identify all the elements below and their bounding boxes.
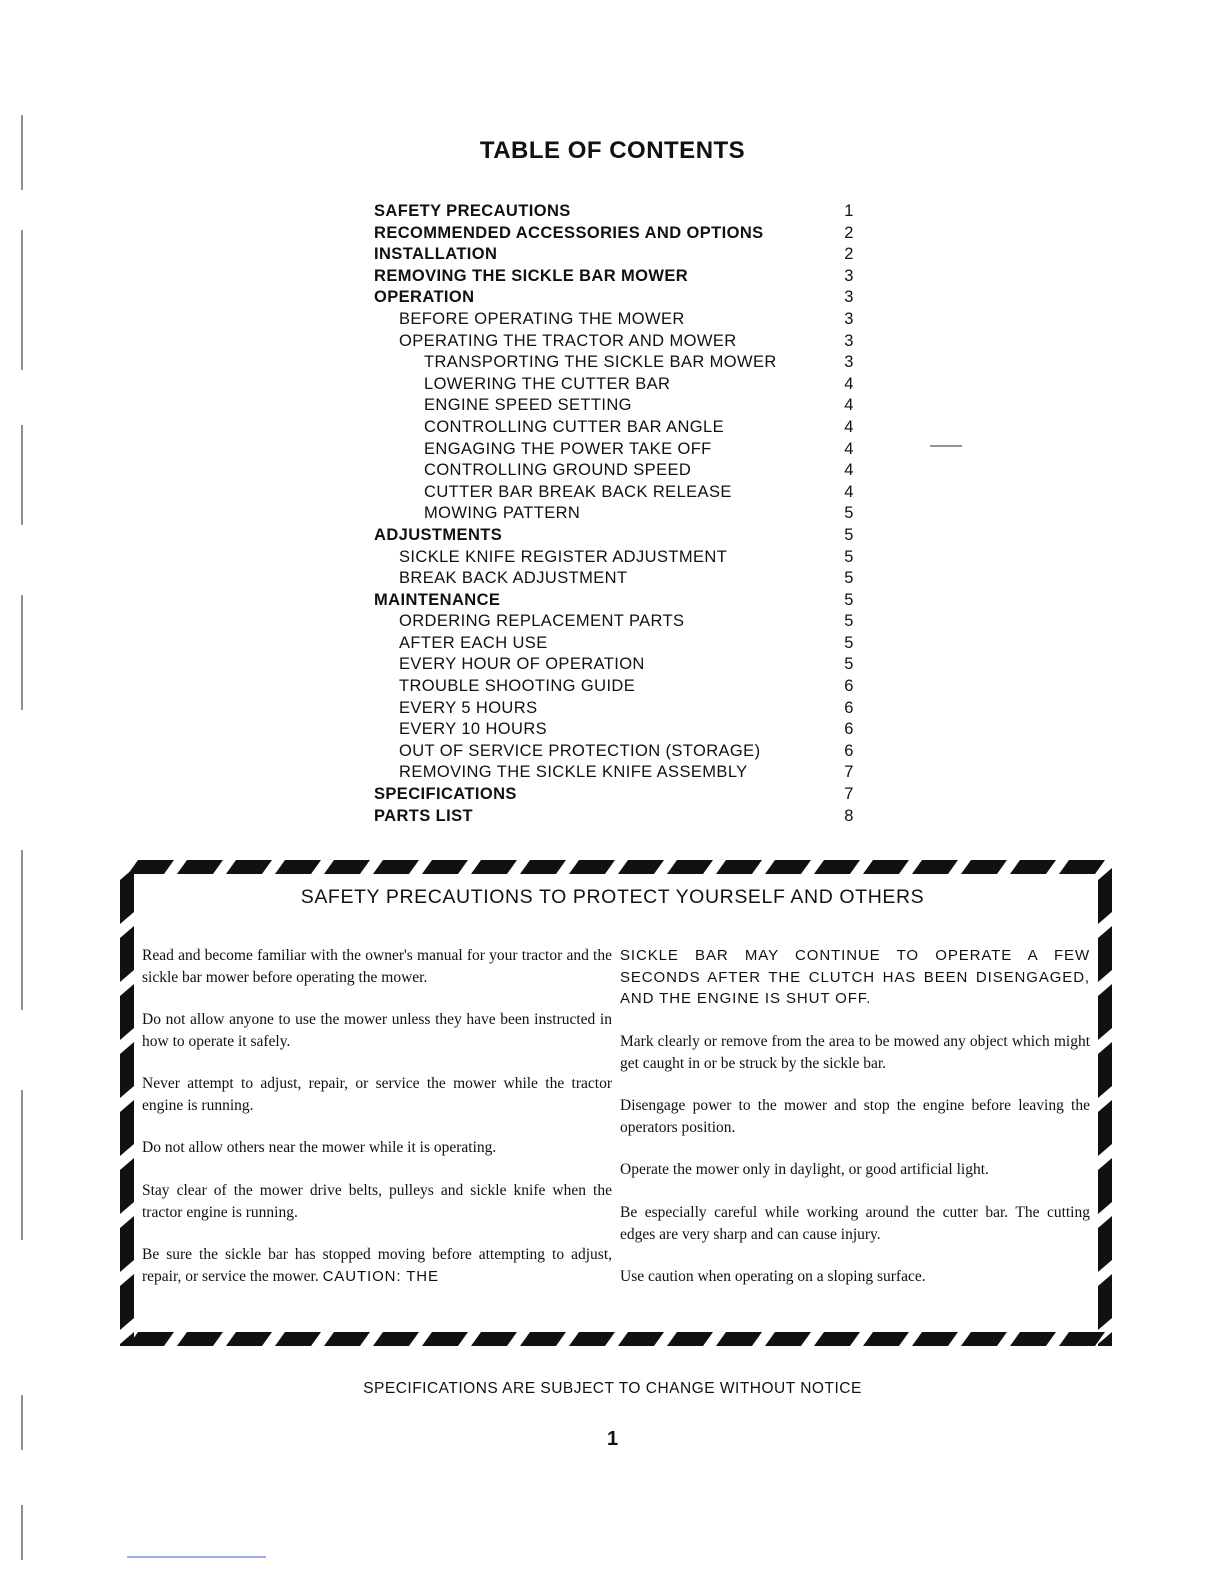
hazard-stripe bbox=[177, 1332, 223, 1346]
hazard-stripe bbox=[1098, 984, 1112, 1040]
toc-entry-label: ENGINE SPEED SETTING bbox=[424, 396, 632, 415]
toc-entry-label: SAFETY PRECAUTIONS bbox=[374, 202, 571, 220]
safety-item: Use caution when operating on a sloping surface. bbox=[620, 1268, 926, 1285]
toc-entry-label: CONTROLLING GROUND SPEED bbox=[424, 461, 692, 480]
toc-entry-label: RECOMMENDED ACCESSORIES AND OPTIONS bbox=[374, 223, 764, 242]
toc-entry bbox=[374, 395, 860, 417]
toc-entry-label: CONTROLLING CUTTER BAR ANGLE bbox=[424, 417, 724, 436]
toc-entry-label: MOWING PATTERN bbox=[424, 504, 581, 523]
toc-entry-label: OPERATION bbox=[374, 288, 475, 307]
toc-entry-label: EVERY 10 HOURS bbox=[399, 720, 548, 739]
safety-item-text: Be sure the sickle bar has stopped moving before attempting to adjust, repair, or service the mower. bbox=[142, 1246, 612, 1285]
toc-entry-label: EVERY 5 HOURS bbox=[399, 698, 538, 717]
toc-entry bbox=[374, 762, 860, 784]
toc-entry-page: 5 bbox=[844, 547, 854, 566]
toc-entry-page: 5 bbox=[844, 590, 854, 609]
hazard-stripe bbox=[716, 860, 762, 874]
toc-entry-label: ORDERING REPLACEMENT PARTS bbox=[399, 612, 685, 631]
footer-note: SPECIFICATIONS ARE SUBJECT TO CHANGE WITHOUT NOTICE bbox=[363, 1380, 862, 1397]
caution-text: SICKLE BAR MAY CONTINUE TO OPERATE A FEW SECONDS AFTER THE CLUTCH HAS BEEN DISENGAGED, AND THE ENGINE IS SHUT OFF. bbox=[620, 947, 1090, 1007]
toc-entry-label: MAINTENANCE bbox=[374, 590, 501, 609]
hazard-stripe bbox=[667, 860, 713, 874]
hazard-stripe bbox=[912, 1332, 958, 1346]
safety-item: Read and become familiar with the owner's manual for your tractor and the sickle bar mower before operating the mower. bbox=[142, 947, 612, 986]
toc-entry bbox=[374, 223, 860, 245]
toc-entry bbox=[374, 244, 860, 266]
hazard-stripe bbox=[569, 860, 615, 874]
toc-entry-label: TROUBLE SHOOTING GUIDE bbox=[399, 677, 636, 696]
toc-entry bbox=[374, 201, 860, 223]
hazard-stripe bbox=[471, 860, 517, 874]
hazard-stripe bbox=[226, 1332, 272, 1346]
hazard-stripe bbox=[716, 1332, 762, 1346]
toc-entry bbox=[374, 611, 860, 633]
hazard-stripe bbox=[422, 1332, 468, 1346]
toc-entry bbox=[374, 590, 860, 612]
toc-entry bbox=[374, 784, 860, 806]
toc-entry bbox=[374, 331, 860, 353]
safety-item: Operate the mower only in daylight, or good artificial light. bbox=[620, 1161, 989, 1178]
hazard-stripe bbox=[120, 1042, 134, 1098]
page-number: 1 bbox=[606, 1428, 619, 1450]
toc-entry-label: TRANSPORTING THE SICKLE BAR MOWER bbox=[424, 353, 777, 372]
toc-entry-page: 3 bbox=[844, 266, 854, 285]
toc-entry-page: 2 bbox=[844, 223, 854, 242]
hazard-stripe bbox=[1098, 1158, 1112, 1214]
safety-item: Disengage power to the mower and stop the engine before leaving the operators position. bbox=[620, 1097, 1090, 1136]
toc-entry-page: 5 bbox=[844, 612, 854, 631]
toc-entry bbox=[374, 806, 860, 828]
toc-entry-label: REMOVING THE SICKLE BAR MOWER bbox=[374, 266, 689, 285]
hazard-stripe bbox=[520, 860, 566, 874]
toc-entry-page: 4 bbox=[844, 439, 854, 458]
hazard-stripe bbox=[1010, 860, 1056, 874]
hazard-stripe bbox=[275, 860, 321, 874]
hazard-stripe bbox=[667, 1332, 713, 1346]
hazard-stripe bbox=[1098, 1274, 1112, 1330]
toc-entry bbox=[374, 503, 860, 525]
hazard-stripe bbox=[814, 860, 860, 874]
toc-entry-page: 6 bbox=[844, 677, 854, 696]
hazard-stripe bbox=[814, 1332, 860, 1346]
safety-item: Do not allow others near the mower while it is operating. bbox=[142, 1139, 497, 1156]
toc-entry-page: 3 bbox=[844, 353, 854, 372]
hazard-stripe bbox=[1098, 926, 1112, 982]
hazard-stripe bbox=[961, 860, 1007, 874]
toc-entry-label: EVERY HOUR OF OPERATION bbox=[399, 655, 645, 674]
safety-item: Stay clear of the mower drive belts, pulleys and sickle knife when the tractor engine is running. bbox=[142, 1182, 612, 1221]
toc-entry-page: 5 bbox=[844, 655, 854, 674]
hazard-stripe bbox=[1098, 1042, 1112, 1098]
safety-right-column bbox=[620, 945, 1090, 1288]
toc-entry-label: OPERATING THE TRACTOR AND MOWER bbox=[399, 331, 737, 350]
hazard-stripe bbox=[120, 1100, 134, 1156]
hazard-stripe bbox=[765, 1332, 811, 1346]
toc-entry-label: CUTTER BAR BREAK BACK RELEASE bbox=[424, 482, 732, 501]
toc-entry-page: 4 bbox=[844, 396, 854, 415]
hazard-stripe bbox=[120, 1274, 134, 1330]
safety-item: Mark clearly or remove from the area to be mowed any object which might get caught in or be struck by the sickle bar. bbox=[620, 1033, 1090, 1072]
hazard-stripe bbox=[422, 860, 468, 874]
hazard-stripe bbox=[275, 1332, 321, 1346]
caution-start: CAUTION: THE bbox=[322, 1267, 439, 1285]
safety-title: SAFETY PRECAUTIONS TO PROTECT YOURSELF AND OTHERS bbox=[300, 886, 925, 908]
hazard-stripe bbox=[120, 1216, 134, 1272]
toc-entry bbox=[374, 525, 860, 547]
toc-entry-page: 5 bbox=[844, 525, 854, 544]
hazard-stripe bbox=[373, 860, 419, 874]
toc-entry-label: ENGAGING THE POWER TAKE OFF bbox=[424, 439, 712, 458]
toc-entry bbox=[374, 374, 860, 396]
toc-entry bbox=[374, 266, 860, 288]
hazard-stripe bbox=[912, 860, 958, 874]
hazard-stripe bbox=[1059, 1332, 1105, 1346]
safety-item: Never attempt to adjust, repair, or service the mower while the tractor engine is running. bbox=[142, 1075, 612, 1114]
toc-entry bbox=[374, 741, 860, 763]
toc-entry-label: ADJUSTMENTS bbox=[374, 525, 503, 544]
hazard-stripe bbox=[120, 1332, 134, 1346]
hazard-stripe bbox=[863, 860, 909, 874]
hazard-stripe bbox=[569, 1332, 615, 1346]
toc-entry-page: 7 bbox=[844, 785, 854, 804]
toc-entry-label: AFTER EACH USE bbox=[399, 633, 548, 652]
hazard-stripe bbox=[1098, 1216, 1112, 1272]
hazard-stripe bbox=[128, 860, 174, 874]
toc-entry-page: 7 bbox=[844, 763, 854, 782]
toc-entry-label: INSTALLATION bbox=[374, 245, 498, 264]
toc-entry bbox=[374, 547, 860, 569]
hazard-stripe bbox=[128, 1332, 174, 1346]
toc-entry-page: 4 bbox=[844, 374, 854, 393]
toc-entry-page: 3 bbox=[844, 331, 854, 350]
toc-entry bbox=[374, 309, 860, 331]
table-of-contents bbox=[374, 201, 860, 827]
toc-entry-page: 3 bbox=[844, 309, 854, 328]
toc-entry-label: LOWERING THE CUTTER BAR bbox=[424, 374, 671, 393]
toc-entry bbox=[374, 482, 860, 504]
hazard-stripe bbox=[961, 1332, 1007, 1346]
toc-entry bbox=[374, 439, 860, 461]
hazard-stripe bbox=[120, 926, 134, 982]
hazard-stripe bbox=[177, 860, 223, 874]
hazard-stripe bbox=[1010, 1332, 1056, 1346]
toc-entry-page: 8 bbox=[844, 806, 854, 825]
toc-entry bbox=[374, 460, 860, 482]
toc-entry-page: 6 bbox=[844, 720, 854, 739]
toc-entry-page: 5 bbox=[844, 633, 854, 652]
toc-entry-page: 5 bbox=[844, 569, 854, 588]
hazard-stripe bbox=[471, 1332, 517, 1346]
toc-entry-page: 3 bbox=[844, 288, 854, 307]
toc-entry-page: 1 bbox=[844, 202, 854, 220]
toc-entry bbox=[374, 568, 860, 590]
hazard-stripe bbox=[618, 1332, 664, 1346]
safety-item bbox=[142, 1244, 612, 1287]
safety-item: Be especially careful while working around the cutter bar. The cutting edges are very sharp and can cause injury. bbox=[620, 1204, 1090, 1243]
toc-entry-page: 4 bbox=[844, 482, 854, 501]
page-title: TABLE OF CONTENTS bbox=[479, 137, 746, 164]
toc-entry-page: 4 bbox=[844, 461, 854, 480]
hazard-stripe bbox=[324, 860, 370, 874]
safety-left-column bbox=[142, 945, 612, 1287]
toc-entry bbox=[374, 719, 860, 741]
hazard-stripe bbox=[1098, 1100, 1112, 1156]
hazard-stripe bbox=[226, 860, 272, 874]
toc-entry-label: REMOVING THE SICKLE KNIFE ASSEMBLY bbox=[399, 763, 748, 782]
toc-entry-label: BREAK BACK ADJUSTMENT bbox=[399, 569, 628, 588]
hazard-stripe bbox=[520, 1332, 566, 1346]
toc-entry bbox=[374, 654, 860, 676]
hazard-stripe bbox=[1059, 860, 1105, 874]
toc-entry bbox=[374, 633, 860, 655]
toc-entry-label: BEFORE OPERATING THE MOWER bbox=[399, 309, 685, 328]
toc-entry-page: 6 bbox=[844, 698, 854, 717]
toc-entry-label: PARTS LIST bbox=[374, 806, 474, 825]
hazard-stripe bbox=[863, 1332, 909, 1346]
toc-entry bbox=[374, 287, 860, 309]
hazard-stripe bbox=[120, 984, 134, 1040]
hazard-stripe bbox=[373, 1332, 419, 1346]
toc-entry-page: 2 bbox=[844, 245, 854, 264]
toc-entry-page: 5 bbox=[844, 504, 854, 523]
toc-entry-page: 6 bbox=[844, 741, 854, 760]
toc-entry-label: OUT OF SERVICE PROTECTION (STORAGE) bbox=[399, 741, 761, 760]
toc-entry-label: SICKLE KNIFE REGISTER ADJUSTMENT bbox=[399, 547, 728, 566]
toc-entry bbox=[374, 698, 860, 720]
toc-entry bbox=[374, 352, 860, 374]
toc-entry bbox=[374, 417, 860, 439]
toc-entry-label: SPECIFICATIONS bbox=[374, 785, 517, 804]
hazard-stripe bbox=[765, 860, 811, 874]
hazard-stripe bbox=[120, 1158, 134, 1214]
safety-item: Do not allow anyone to use the mower unless they have been instructed in how to operate it safely. bbox=[142, 1011, 612, 1050]
toc-entry-page: 4 bbox=[844, 417, 854, 436]
hazard-stripe bbox=[324, 1332, 370, 1346]
hazard-stripe bbox=[618, 860, 664, 874]
toc-entry bbox=[374, 676, 860, 698]
